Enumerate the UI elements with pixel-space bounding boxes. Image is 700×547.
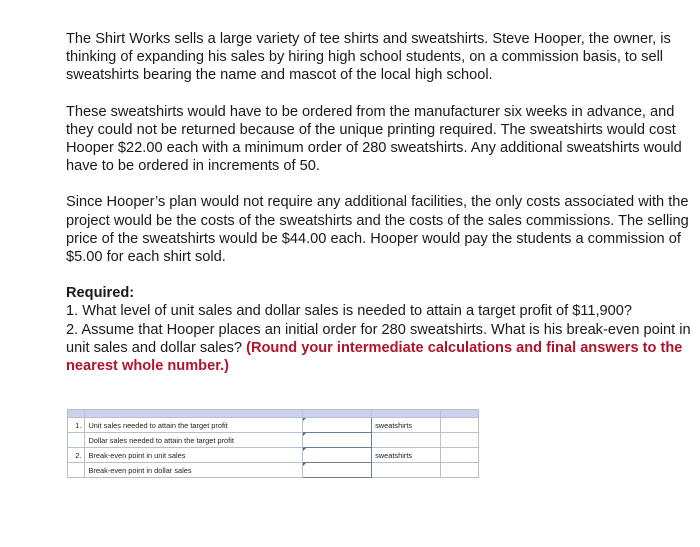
required-heading: Required: [66,285,135,302]
question-1: 1. What level of unit sales and dollar sales is needed to attain a target profit of $11,900? [66,303,632,320]
question-2 [66,321,691,376]
dollar-sales-target-input[interactable] [303,433,372,448]
row-label: Unit sales needed to attain the target profit [85,418,303,433]
answer-table [67,409,479,478]
row-label: Break-even point in dollar sales [85,463,303,478]
paragraph-ordering: These sweatshirts would have to be ordered from the manufacturer six weeks in advance, and they could not be returned because of the unique printing required. The sweatshirts would cost Hooper $22.00 each with a minimum order of 280 sweatshirts. Any additional sweatshirts would have to be ordered in increments of 50. [66,103,682,175]
paragraph-intro: The Shirt Works sells a large variety of tee shirts and sweatshirts. Steve Hooper, the owner, is thinking of expanding his sales by hiring high school students, on a commission basis, to sell sweatshirts bearing the name and mascot of the local high school. [66,31,671,84]
row-label: Break-even point in unit sales [85,448,303,463]
row-unit [372,433,441,448]
row-number [68,433,85,448]
unit-sales-target-input[interactable] [303,418,372,433]
table-row [68,448,479,463]
row-number [68,463,85,478]
table-row [68,463,479,478]
row-number: 2. [68,448,85,463]
input-marker-icon [303,448,306,451]
answer-table-header [68,410,479,418]
row-label: Dollar sales needed to attain the target profit [85,433,303,448]
input-marker-icon [303,418,306,421]
input-marker-icon [303,433,306,436]
row-unit: sweatshirts [372,448,441,463]
table-row [68,433,479,448]
row-unit [372,463,441,478]
input-marker-icon [303,463,306,466]
break-even-units-input[interactable] [303,448,372,463]
row-unit: sweatshirts [372,418,441,433]
table-row [68,418,479,433]
row-number: 1. [68,418,85,433]
question-2-text: 2. Assume that Hooper places an initial order for 280 sweatshirts. What is his break-even point in unit sales and dollar sales? [66,321,691,356]
required-section [66,284,691,375]
break-even-dollars-input[interactable] [303,463,372,478]
rounding-instruction: (Round your intermediate calculations and final answers to the nearest whole number.) [66,339,683,375]
problem-text [66,30,691,375]
paragraph-costs: Since Hooper’s plan would not require any additional facilities, the only costs associated with the project would be the costs of the sweatshirts and the costs of the sales commissions. The selling price of the sweatshirts would be $44.00 each. Hooper would pay the students a commission of $5.00 for each shirt sold. [66,194,689,266]
